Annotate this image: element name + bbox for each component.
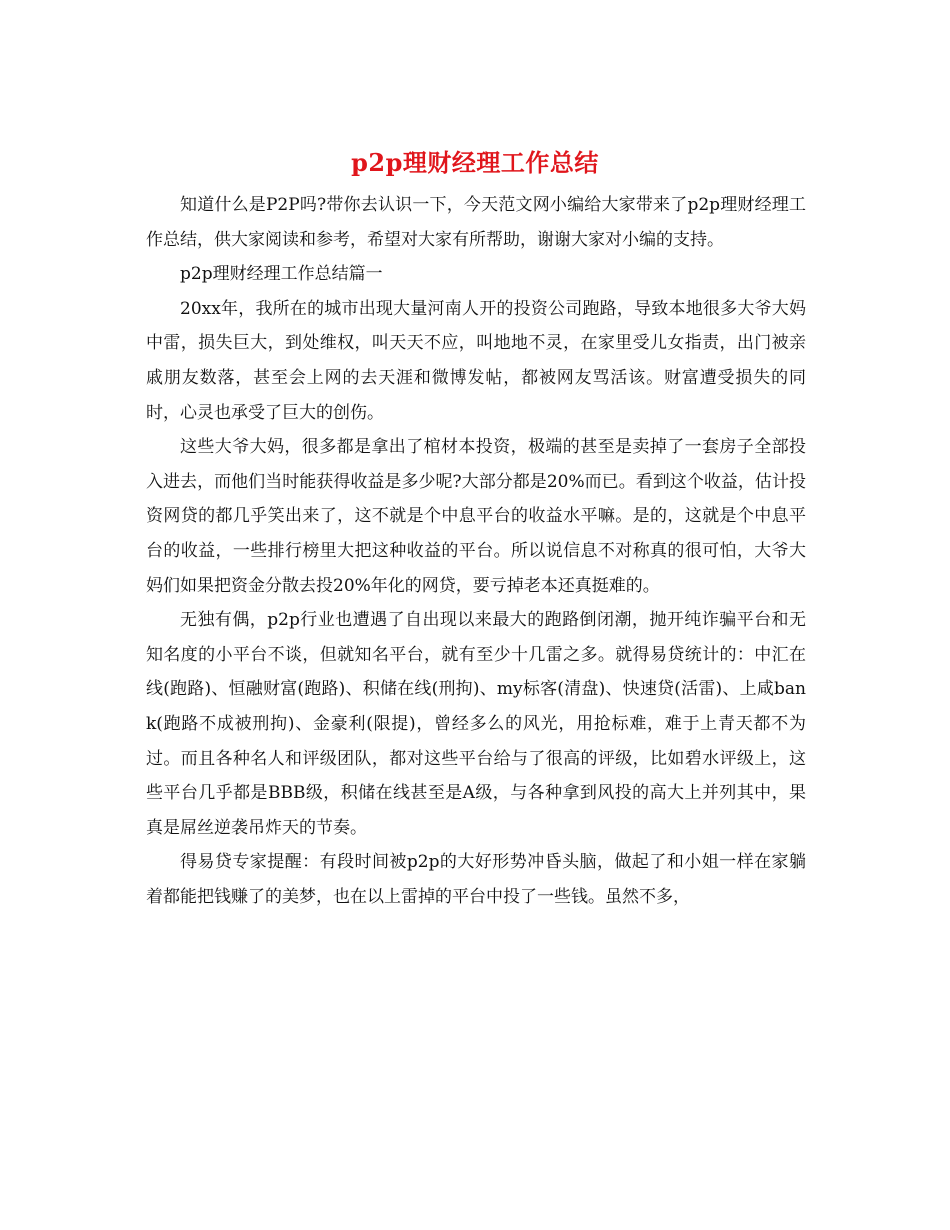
- section-heading: p2p理财经理工作总结篇一: [180, 264, 383, 285]
- paragraph: 20xx年，我所在的城市出现大量河南人开的投资公司跑路，导致本地很多大爷大妈中雷，损失巨大，到处维权，叫天天不应，叫地地不灵，在家里受儿女指责，出门被亲戚朋友数落，甚至会上网的去天涯和微博发帖，都被网友骂活该。财富遭受损失的同时，心灵也承受了巨大的创伤。: [146, 298, 806, 423]
- paragraph: 这些大爷大妈，很多都是拿出了棺材本投资，极端的甚至是卖掉了一套房子全部投入进去，而他们当时能获得收益是多少呢?大部分都是20%而已。看到这个收益，估计投资网贷的都几乎笑出来了，这不就是个中息平台的收益水平嘛。是的，这就是个中息平台的收益，一些排行榜里大把这种收益的平台。所以说信息不对称真的很可怕，大爷大妈们如果把资金分散去投20%年化的网贷，要亏掉老本还真挺难的。: [146, 437, 806, 596]
- document-body: [146, 188, 806, 914]
- paragraph: 无独有偶，p2p行业也遭遇了自出现以来最大的跑路倒闭潮，抛开纯诈骗平台和无知名度的小平台不谈，但就知名平台，就有至少十几雷之多。就得易贷统计的：中汇在线(跑路)、恒融财富(跑路)、积储在线(刑拘)、my标客(清盘)、快速贷(活雷)、上咸bank(跑路不成被刑拘)、金豪利(限提)，曾经多么的风光，用抢标难，难于上青天都不为过。而且各种名人和评级团队，都对这些平台给与了很高的评级，比如碧水评级上，这些平台几乎都是BBB级，积储在线甚至是A级，与各种拿到风投的高大上并列其中，果真是屌丝逆袭吊炸天的节奏。: [146, 610, 806, 838]
- document-title: p2p理财经理工作总结: [351, 148, 599, 177]
- paragraph-intro: 知道什么是P2P吗?带你去认识一下，今天范文网小编给大家带来了p2p理财经理工作总结，供大家阅读和参考，希望对大家有所帮助，谢谢大家对小编的支持。: [146, 195, 806, 250]
- paragraph: 得易贷专家提醒：有段时间被p2p的大好形势冲昏头脑，做起了和小姐一样在家躺着都能把钱赚了的美梦，也在以上雷掉的平台中投了一些钱。虽然不多，: [146, 852, 806, 907]
